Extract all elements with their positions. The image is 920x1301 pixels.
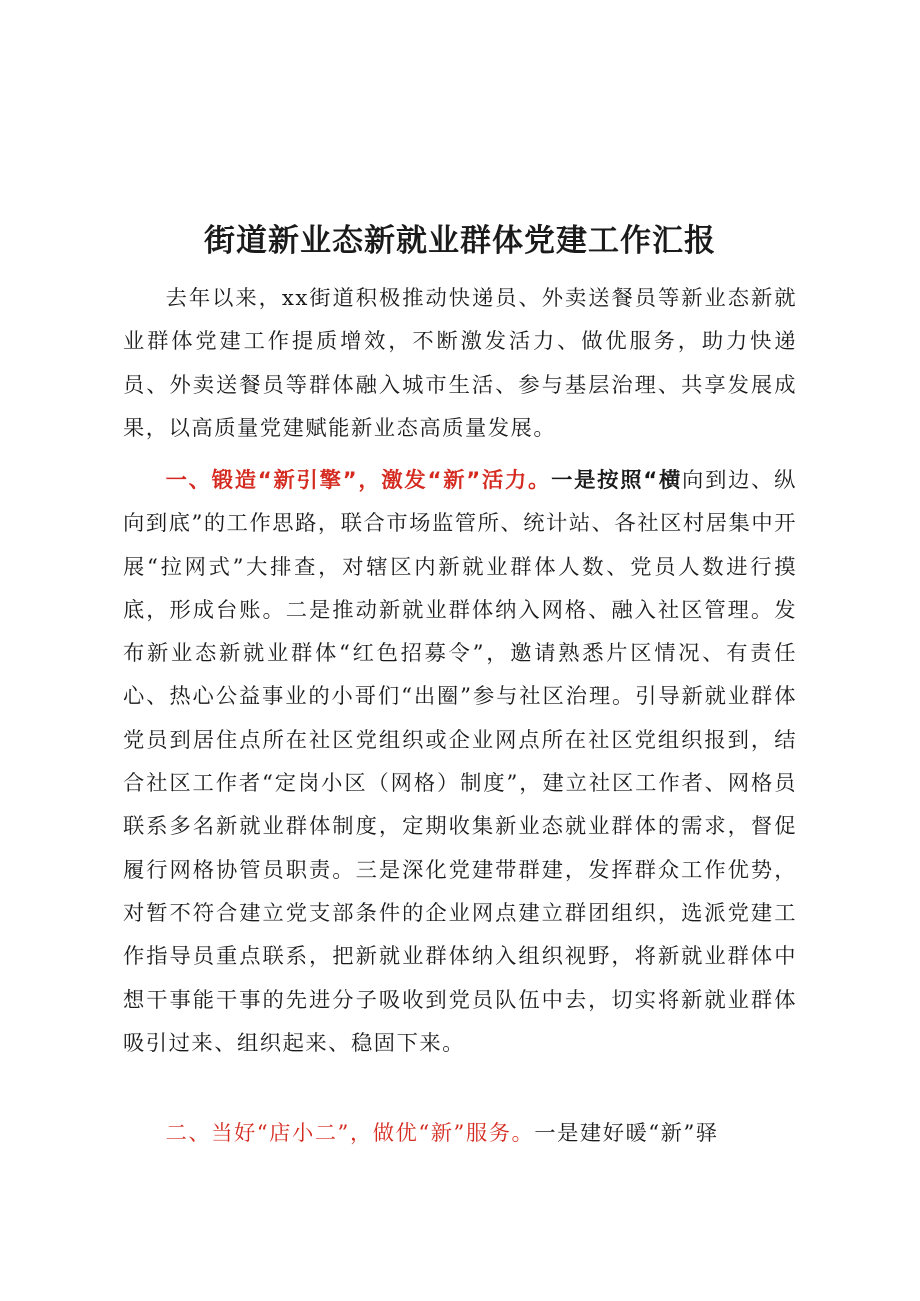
section-one-heading: 一、锻造“新引擎”，激发“新”活力。: [165, 468, 552, 493]
section-one-paragraph: [123, 459, 797, 1065]
intro-paragraph: 去年以来，xx街道积极推动快递员、外卖送餐员等新业态新就业群体党建工作提质增效，不断激发活力、做优服务，助力快递员、外卖送餐员等群体融入城市生活、参与基层治理、共享发展成果，以高质量党建赋能新业态高质量发展。: [123, 286, 797, 441]
section-one-body: 向到边、纵向到底”的工作思路，联合市场监管所、统计站、各社区村居集中开展“拉网式”大排查，对辖区内新就业群体人数、党员人数进行摸底，形成台账。二是推动新就业群体纳入网格、融入社区管理。发布新业态新就业群体“红色招募令”，邀请熟悉片区情况、有责任心、热心公益事业的小哥们“出圈”参与社区治理。引导新就业群体党员到居住点所在社区党组织或企业网点所在社区党组织报到，结合社区工作者“定岗小区（网格）制度”，建立社区工作者、网格员联系多名新就业群体制度，定期收集新业态就业群体的需求，督促履行网格协管员职责。三是深化党建带群建，发挥群众工作优势，对暂不符合建立党支部条件的企业网点建立群团组织，选派党建工作指导员重点联系，把新就业群体纳入组织视野，将新就业群体中想干事能干事的先进分子吸收到党员队伍中去，切实将新就业群体吸引过来、组织起来、稳固下来。: [123, 468, 797, 1056]
section-two-heading: 二、当好“店小二”，做优“新”服务。: [165, 1121, 535, 1146]
section-two-body: 一是建好暖“新”驿: [534, 1121, 719, 1146]
section-one-lead: 一是按照“横: [551, 468, 683, 493]
section-two-paragraph: [123, 1112, 797, 1155]
document-title: 街道新业态新就业群体党建工作汇报: [204, 222, 716, 259]
